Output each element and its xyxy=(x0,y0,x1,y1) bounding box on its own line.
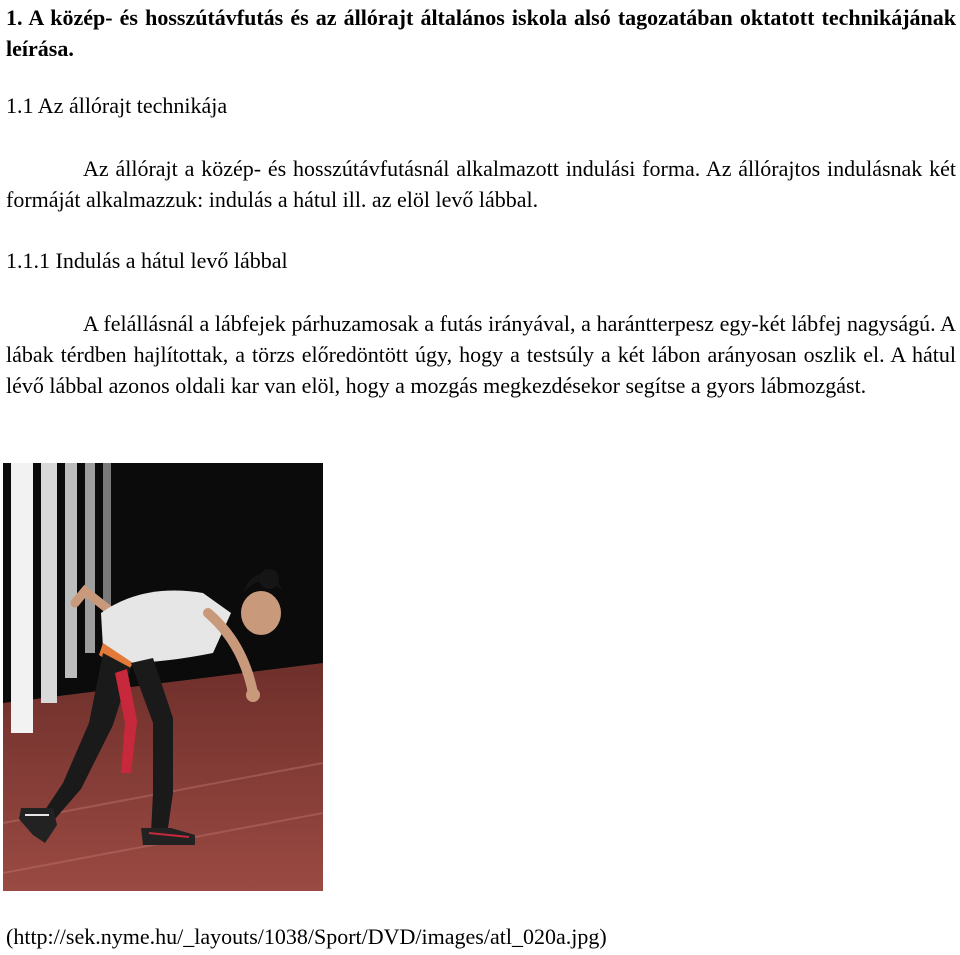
subsection-heading: 1.1.1 Indulás a hátul levő lábbal xyxy=(6,248,288,273)
standing-start-photo xyxy=(3,463,323,891)
image-source-caption: (http://sek.nyme.hu/_layouts/1038/Sport/DVD/images/atl_020a.jpg) xyxy=(6,924,607,949)
chapter-heading: 1. A közép- és hosszútávfutás és az állórajt általános iskola alsó tagozatában oktatott technikájának leírása. xyxy=(6,5,956,61)
section-heading: 1.1 Az állórajt technikája xyxy=(6,93,228,118)
intro-paragraph: Az állórajt a közép- és hosszútávfutásnál alkalmazott indulási forma. Az állórajtos indulásnak két formáját alkalmazzuk: indulás a hátul ill. az elöl levő lábbal. xyxy=(6,156,956,212)
description-paragraph: A felállásnál a lábfejek párhuzamosak a futás irányával, a harántterpesz egy-két lábfej nagyságú. A lábak térdben hajlítottak, a törzs előredöntött úgy, hogy a testsúly a két lábon arányosan oszlik el. A hátul lévő lábbal azonos oldali kar van elöl, hogy a mozgás megkezdésekor segítse a gyors lábmozgást. xyxy=(6,311,956,398)
